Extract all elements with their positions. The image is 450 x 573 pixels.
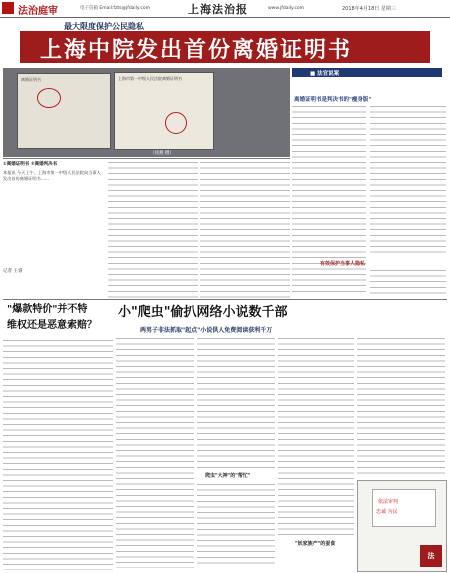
text-column bbox=[3, 338, 113, 570]
reporter: 记者 王睿 bbox=[3, 269, 23, 274]
paper-name: 上海法治报 bbox=[188, 3, 248, 16]
story-lead: 本报讯 今天上午，上海市第一中级人民法院向当事人发出首份离婚证明书…… bbox=[3, 170, 101, 181]
certificate-left bbox=[17, 73, 111, 149]
ad-line1: 依法审判 bbox=[378, 499, 399, 505]
text-column bbox=[278, 336, 354, 536]
right-sidebar-title: 离婚证明书是判决书的"瘦身版" bbox=[294, 97, 372, 103]
divider bbox=[3, 299, 447, 300]
photo-credit: （徐燕 摄） bbox=[150, 151, 174, 156]
right-sidebar-subhead: 有效保护当事人隐私 bbox=[320, 261, 366, 267]
ad-logo-icon: 法 bbox=[420, 545, 442, 567]
bottom-left-headline bbox=[7, 302, 97, 334]
text-column bbox=[370, 104, 446, 254]
certificate-right bbox=[114, 72, 214, 150]
bottom-left-headline-line2: 维权还是恶意索赔？ bbox=[7, 320, 97, 331]
bottom-mid-headline: 小"爬虫"偷扒网络小说数千部 bbox=[118, 305, 288, 320]
seal-icon bbox=[165, 112, 187, 134]
certificate-right-title: 上海市第一中级人民法院离婚证明书 bbox=[118, 76, 182, 81]
text-column bbox=[108, 160, 198, 298]
divider bbox=[3, 158, 290, 159]
text-column bbox=[200, 160, 290, 298]
section-subhead: 爬虫"大神"的"帮忙" bbox=[205, 473, 251, 479]
ad-line2: 忠诚 为民 bbox=[376, 509, 398, 515]
website: www.jfdaily.com bbox=[268, 6, 305, 11]
bottom-left-headline-line1: "爆款特价"并不特 bbox=[7, 304, 88, 315]
email-line: 电子信箱 Email:fzts@jfdaily.com bbox=[80, 6, 150, 11]
story-kicker: 最大限度保护公民隐私 bbox=[64, 22, 144, 31]
bottom-mid-subheadline: 两男子非法抓取"起点"小说供人免费阅读获利千万 bbox=[140, 327, 273, 334]
section-subhead: "妖家族产"的蚕食 bbox=[295, 541, 336, 547]
section-logo-icon bbox=[2, 2, 14, 14]
photo-caption: ①离婚证明书 ②离婚判决书 bbox=[3, 162, 58, 167]
text-column bbox=[197, 336, 275, 471]
certificate-left-title: 离婚证明书 bbox=[21, 77, 41, 82]
text-column bbox=[370, 268, 446, 298]
seal-icon bbox=[37, 88, 61, 108]
text-column bbox=[197, 482, 275, 568]
section-name: 法治庭审 bbox=[18, 6, 58, 17]
text-column bbox=[116, 336, 194, 568]
text-column bbox=[357, 336, 445, 476]
page-headline: 上海中院发出首份离婚证明书 bbox=[40, 38, 353, 63]
issue-date: 2018年4月18日 星期三 bbox=[342, 6, 396, 12]
right-sidebar-label: ■ 法官说案 bbox=[310, 71, 340, 77]
